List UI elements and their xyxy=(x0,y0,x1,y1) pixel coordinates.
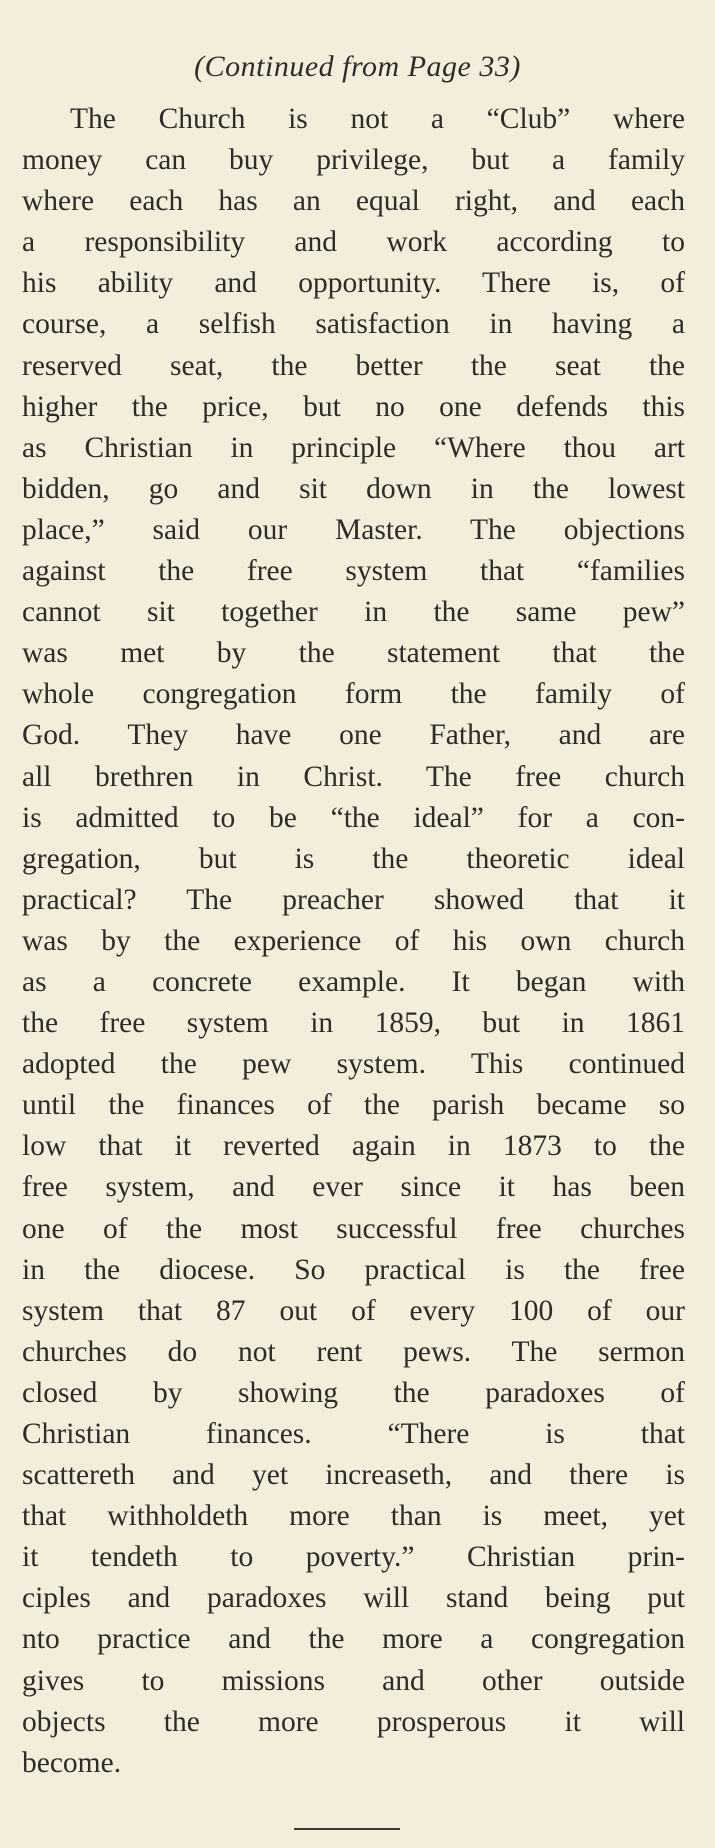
text-line: free system, and ever since it has been xyxy=(22,1171,685,1204)
text-line: bidden, go and sit down in the lowest xyxy=(22,472,685,505)
text-line: a responsibility and work according to xyxy=(22,226,685,259)
text-line: objects the more prosperous it will xyxy=(22,1705,685,1738)
text-line: money can buy privilege, but a family xyxy=(22,144,685,177)
text-line: where each has an equal right, and each xyxy=(22,185,685,218)
text-line: reserved seat, the better the seat the xyxy=(22,349,685,382)
end-rule-divider xyxy=(294,1828,400,1830)
text-line: whole congregation form the family of xyxy=(22,678,685,711)
text-line: the free system in 1859, but in 1861 xyxy=(22,1007,685,1040)
text-line: higher the price, but no one defends this xyxy=(22,390,685,423)
text-line: place,” said our Master. The objections xyxy=(22,513,685,546)
text-line: cannot sit together in the same pew” xyxy=(22,596,685,629)
text-line: God. They have one Father, and are xyxy=(22,719,685,752)
text-line: was by the experience of his own church xyxy=(22,924,685,957)
text-line: his ability and opportunity. There is, of xyxy=(22,267,685,300)
text-line: practical? The preacher showed that it xyxy=(22,883,685,916)
text-line: one of the most successful free churches xyxy=(22,1212,685,1245)
text-line: is admitted to be “the ideal” for a con- xyxy=(22,801,685,834)
text-line: that withholdeth more than is meet, yet xyxy=(22,1500,685,1533)
text-line: course, a selfish satisfaction in having a xyxy=(22,308,685,341)
text-line: gives to missions and other outside xyxy=(22,1664,685,1697)
text-line: as Christian in principle “Where thou art xyxy=(22,431,685,464)
text-line: was met by the statement that the xyxy=(22,637,685,670)
text-line: low that it reverted again in 1873 to the xyxy=(22,1130,685,1163)
text-line: churches do not rent pews. The sermon xyxy=(22,1335,685,1368)
text-line: as a concrete example. It began with xyxy=(22,965,685,998)
text-line: against the free system that “families xyxy=(22,555,685,588)
text-line: adopted the pew system. This continued xyxy=(22,1048,685,1081)
continued-from-heading: (Continued from Page 33) xyxy=(194,50,521,83)
text-line: it tendeth to poverty.” Christian prin- xyxy=(22,1541,685,1574)
article-body xyxy=(22,99,685,1784)
text-line: nto practice and the more a congregation xyxy=(22,1623,685,1656)
text-line: become. xyxy=(22,1746,122,1779)
text-line: until the finances of the parish became so xyxy=(22,1089,685,1122)
text-line: all brethren in Christ. The free church xyxy=(22,760,685,793)
text-line: Christian finances. “There is that xyxy=(22,1418,685,1450)
text-line: gregation, but is the theoretic ideal xyxy=(22,842,685,875)
text-line: in the diocese. So practical is the free xyxy=(22,1253,685,1286)
text-line: ciples and paradoxes will stand being put xyxy=(22,1582,685,1615)
text-line: The Church is not a “Club” where xyxy=(70,103,685,135)
text-line: system that 87 out of every 100 of our xyxy=(22,1294,685,1327)
text-line: scattereth and yet increaseth, and there is xyxy=(22,1459,685,1492)
text-line: closed by showing the paradoxes of xyxy=(22,1376,685,1409)
